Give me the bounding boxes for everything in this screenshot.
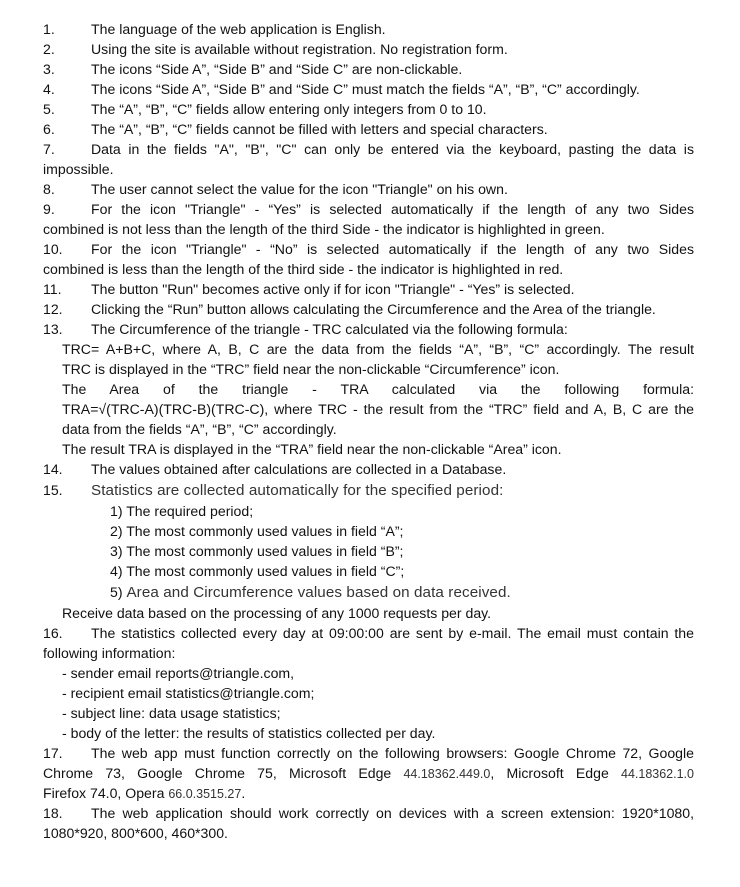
requirement-15-note: Receive data based on the processing of any 1000 requests per day.	[62, 605, 492, 621]
requirement-13-trc-display: TRC is displayed in the “TRC” field near the non-clickable “Circumference” icon.	[62, 361, 560, 377]
requirement-17: 17. The web app must function correctly on the following browsers: Google Chrome 72, Google	[43, 745, 694, 761]
requirement-13-tra-display: The result TRA is displayed in the “TRA” field near the non-clickable “Area” icon.	[62, 441, 562, 457]
requirement-text: The Circumference of the triangle - TRC calculated via the following formula:	[91, 321, 568, 337]
email-recipient: - recipient email statistics@triangle.com;	[62, 685, 315, 701]
requirement-text: For the icon "Triangle" - “No” is selected automatically if the length of any two Sides	[91, 241, 694, 257]
requirement-7: 7. Data in the fields "A", "B", "C" can only be entered via the keyboard, pasting the data is	[43, 141, 694, 157]
email-subject: - subject line: data usage statistics;	[62, 705, 281, 721]
requirement-7-cont: impossible.	[43, 161, 114, 177]
requirement-13: 13. The Circumference of the triangle - TRC calculated via the following formula:	[43, 321, 568, 337]
requirement-14: 14. The values obtained after calculations are collected in a Database.	[43, 461, 507, 477]
requirement-text: The icons “Side A”, “Side B” and “Side C” must match the fields “A”, “B”, “C” accordingly.	[91, 81, 640, 97]
statistics-item-2: 2) The most commonly used values in field “A”;	[110, 523, 404, 539]
requirement-9-cont: combined is not less than the length of the third Side - the indicator is highlighted in green.	[43, 221, 605, 237]
requirement-9: 9. For the icon "Triangle" - “Yes” is selected automatically if the length of any two Sides	[43, 201, 694, 217]
requirement-10: 10. For the icon "Triangle" - “No” is selected automatically if the length of any two Sides	[43, 241, 694, 257]
statistics-item-5: 5) Area and Circumference values based on data received.	[110, 584, 511, 601]
requirement-18-cont: 1080*920, 800*600, 460*300.	[43, 825, 228, 841]
requirement-text: The web app must function correctly on the following browsers: Google Chrome 72, Google	[91, 745, 694, 761]
email-sender: - sender email reports@triangle.com,	[62, 665, 295, 681]
requirement-16: 16. The statistics collected every day at 09:00:00 are sent by e-mail. The email must contain the	[43, 625, 694, 641]
requirement-text: The language of the web application is English.	[91, 21, 386, 37]
requirement-3: 3. The icons “Side A”, “Side B” and “Side C” are non-clickable.	[43, 61, 463, 77]
requirement-17-browsers: Chrome 73, Google Chrome 75, Microsoft Edge 44.18362.449.0, Microsoft Edge 44.18362.1.0	[43, 765, 694, 781]
requirement-text: Statistics are collected automatically for the specified period:	[91, 482, 504, 499]
requirement-text: Using the site is available without registration. No registration form.	[91, 41, 508, 57]
requirement-15: 15. Statistics are collected automatically for the specified period:	[43, 482, 504, 499]
requirement-2: 2. Using the site is available without registration. No registration form.	[43, 41, 508, 57]
requirement-8: 8. The user cannot select the value for the icon "Triangle" on his own.	[43, 181, 508, 197]
requirement-17-browsers-cont: Firefox 74.0, Opera 66.0.3515.27.	[43, 785, 246, 801]
requirement-text: The icons “Side A”, “Side B” and “Side C” are non-clickable.	[91, 61, 463, 77]
requirement-13-formula-trc: TRC= A+B+C, where A, B, C are the data from the fields “A”, “B”, “C” accordingly. The result	[62, 341, 694, 357]
requirement-4: 4. The icons “Side A”, “Side B” and “Side C” must match the fields “A”, “B”, “C” accordingly.	[43, 81, 640, 97]
requirement-13-fields: data from the fields “A”, “B”, “C” accordingly.	[62, 421, 337, 437]
requirement-18: 18. The web application should work correctly on devices with a screen extension: 1920*1080,	[43, 805, 694, 821]
statistics-item-1: 1) The required period;	[110, 503, 254, 519]
requirement-text: The values obtained after calculations are collected in a Database.	[91, 461, 507, 477]
requirement-text: The user cannot select the value for the icon "Triangle" on his own.	[91, 181, 508, 197]
requirement-text: The statistics collected every day at 09:00:00 are sent by e-mail. The email must contain the	[91, 625, 694, 641]
statistics-item-3: 3) The most commonly used values in field “B”;	[110, 543, 404, 559]
requirement-text: The web application should work correctly on devices with a screen extension: 1920*1080,	[91, 805, 694, 821]
requirement-13-formula-tra: TRA=√(TRC-A)(TRC-B)(TRC-C), where TRC - the result from the “TRC” field and A, B, C are the	[62, 401, 694, 417]
requirement-text: The “A”, “B”, “C” fields cannot be filled with letters and special characters.	[91, 121, 548, 137]
requirement-1: 1. The language of the web application is English.	[43, 21, 386, 37]
requirement-13-area-intro: The Area of the triangle - TRA calculated via the following formula:	[62, 381, 694, 397]
requirement-text: For the icon "Triangle" - “Yes” is selected automatically if the length of any two Sides	[91, 201, 694, 217]
requirement-text: The button "Run" becomes active only if for icon "Triangle" - “Yes” is selected.	[91, 281, 575, 297]
requirement-text: The “A”, “B”, “C” fields allow entering only integers from 0 to 10.	[91, 101, 487, 117]
requirement-10-cont: combined is less than the length of the third side - the indicator is highlighted in red.	[43, 261, 564, 277]
requirement-text: Clicking the “Run” button allows calculating the Circumference and the Area of the triangle.	[91, 301, 656, 317]
email-body: - body of the letter: the results of statistics collected per day.	[62, 725, 436, 741]
requirement-6: 6. The “A”, “B”, “C” fields cannot be filled with letters and special characters.	[43, 121, 548, 137]
statistics-item-4: 4) The most commonly used values in field “C”;	[110, 563, 405, 579]
requirement-16-cont: following information:	[43, 645, 176, 661]
requirement-5: 5. The “A”, “B”, “C” fields allow entering only integers from 0 to 10.	[43, 101, 487, 117]
requirement-text: Data in the fields "A", "B", "C" can only be entered via the keyboard, pasting the data is	[91, 141, 694, 157]
requirement-11: 11. The button "Run" becomes active only if for icon "Triangle" - “Yes” is selected.	[43, 281, 575, 297]
requirement-12: 12. Clicking the “Run” button allows calculating the Circumference and the Area of the triangle.	[43, 301, 656, 317]
